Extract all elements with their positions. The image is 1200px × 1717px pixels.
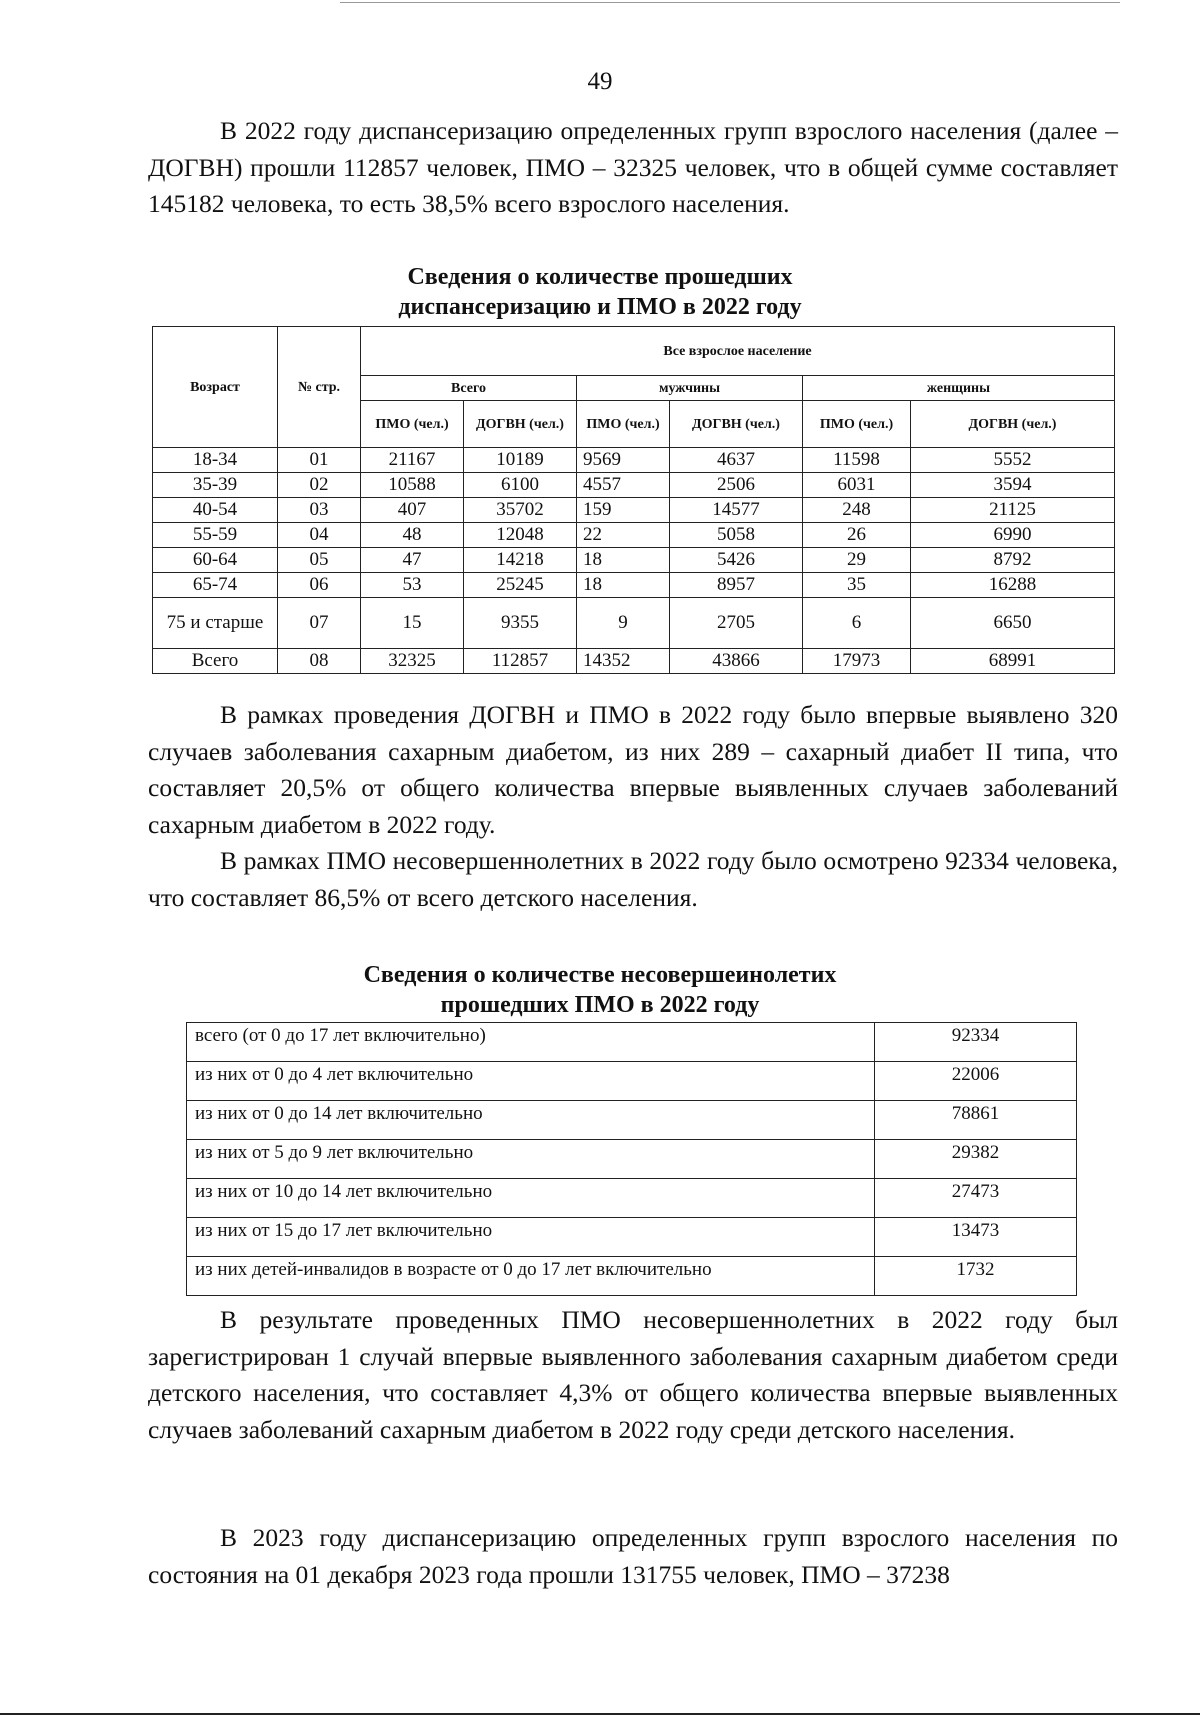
- table2-caption: [0, 960, 1200, 1020]
- cell-men-dogvn: 2506: [670, 473, 803, 498]
- cell-count: 29382: [875, 1140, 1077, 1179]
- cell-women-dogvn: 3594: [911, 473, 1115, 498]
- cell-women-pmo: 17973: [803, 649, 911, 674]
- header-dogvn: ДОГВН (чел.): [464, 401, 577, 448]
- minors-pmo-table: [186, 1022, 1077, 1296]
- header-total: Всего: [361, 376, 577, 401]
- cell-age: 40-54: [153, 498, 278, 523]
- cell-age-group: из них от 5 до 9 лет включительно: [187, 1140, 875, 1179]
- cell-women-dogvn: 21125: [911, 498, 1115, 523]
- cell-total-pmo: 21167: [361, 448, 464, 473]
- cell-men-pmo: 18: [577, 573, 670, 598]
- dispensary-stats-table: [152, 326, 1115, 674]
- table-row: [153, 573, 1115, 598]
- cell-men-pmo: 4557: [577, 473, 670, 498]
- header-row-number: № стр.: [278, 327, 361, 448]
- cell-total-dogvn: 25245: [464, 573, 577, 598]
- cell-count: 22006: [875, 1062, 1077, 1101]
- table-row: [153, 448, 1115, 473]
- cell-row-number: 06: [278, 573, 361, 598]
- table-row: [187, 1179, 1077, 1218]
- cell-women-pmo: 11598: [803, 448, 911, 473]
- cell-row-number: 01: [278, 448, 361, 473]
- cell-row-number: 02: [278, 473, 361, 498]
- cell-age: Всего: [153, 649, 278, 674]
- header-pmo: ПМО (чел.): [577, 401, 670, 448]
- cell-total-pmo: 407: [361, 498, 464, 523]
- header-all-adults: Все взрослое население: [361, 327, 1115, 376]
- cell-total-dogvn: 35702: [464, 498, 577, 523]
- header-pmo: ПМО (чел.): [361, 401, 464, 448]
- cell-women-dogvn: 6990: [911, 523, 1115, 548]
- cell-total-pmo: 47: [361, 548, 464, 573]
- table2-caption-line2: прошедших ПМО в 2022 году: [440, 992, 760, 1018]
- cell-age-group: из них детей-инвалидов в возрасте от 0 до 17 лет включительно: [187, 1257, 875, 1296]
- table1-caption-line2: диспансеризацию и ПМО в 2022 году: [398, 294, 802, 320]
- cell-men-pmo: 22: [577, 523, 670, 548]
- page-number: 49: [587, 68, 613, 95]
- cell-count: 92334: [875, 1023, 1077, 1062]
- cell-count: 78861: [875, 1101, 1077, 1140]
- cell-row-number: 03: [278, 498, 361, 523]
- cell-row-number: 08: [278, 649, 361, 674]
- top-divider-line: [340, 2, 1120, 3]
- table-row: [187, 1140, 1077, 1179]
- cell-age-group: из них от 15 до 17 лет включительно: [187, 1218, 875, 1257]
- cell-total-pmo: 10588: [361, 473, 464, 498]
- cell-age: 18-34: [153, 448, 278, 473]
- cell-row-number: 05: [278, 548, 361, 573]
- cell-count: 13473: [875, 1218, 1077, 1257]
- cell-total-dogvn: 14218: [464, 548, 577, 573]
- header-pmo: ПМО (чел.): [803, 401, 911, 448]
- table-row: [153, 598, 1115, 649]
- cell-men-dogvn: 4637: [670, 448, 803, 473]
- cell-men-dogvn: 2705: [670, 598, 803, 649]
- table-row: [153, 548, 1115, 573]
- table-row: [187, 1023, 1077, 1062]
- cell-total-pmo: 53: [361, 573, 464, 598]
- cell-men-dogvn: 5058: [670, 523, 803, 548]
- table2-caption-line1: Сведения о количестве несовершеинолетих: [363, 962, 837, 988]
- cell-women-dogvn: 6650: [911, 598, 1115, 649]
- cell-women-pmo: 26: [803, 523, 911, 548]
- cell-total-dogvn: 10189: [464, 448, 577, 473]
- cell-men-pmo: 159: [577, 498, 670, 523]
- table-row: [187, 1101, 1077, 1140]
- cell-count: 1732: [875, 1257, 1077, 1296]
- table-row: [187, 1218, 1077, 1257]
- paragraph-diabetes-adults: В рамках проведения ДОГВН и ПМО в 2022 году было впервые выявлено 320 случаев заболевания сахарным диабетом, из них 289 – сахарный диабет II типа, что составляет 20,5% от общего количества впервые выявленных случаев заболеваний сахарным диабетом в 2022 году.: [148, 700, 1118, 839]
- table1-caption-line1: Сведения о количестве прошедших: [407, 264, 793, 290]
- table-row: [153, 523, 1115, 548]
- cell-total-pmo: 48: [361, 523, 464, 548]
- table-row: [187, 1062, 1077, 1101]
- cell-men-pmo: 14352: [577, 649, 670, 674]
- paragraph-pmo-minors: В рамках ПМО несовершеннолетних в 2022 году было осмотрено 92334 человека, что составляет 86,5% от всего детского населения.: [148, 846, 1118, 912]
- cell-women-pmo: 29: [803, 548, 911, 573]
- header-dogvn: ДОГВН (чел.): [911, 401, 1115, 448]
- cell-age-group: из них от 0 до 4 лет включительно: [187, 1062, 875, 1101]
- paragraph-diabetes-children: В результате проведенных ПМО несовершеннолетних в 2022 году был зарегистрирован 1 случай впервые выявленного заболевания сахарным диабетом среди детского населения, что составляет 4,3% от общего количества впервые выявленных случаев заболеваний сахарным диабетом в 2022 году среди детского населения.: [148, 1305, 1118, 1444]
- table-row: [153, 473, 1115, 498]
- cell-women-dogvn: 68991: [911, 649, 1115, 674]
- cell-total-pmo: 32325: [361, 649, 464, 674]
- cell-age: 75 и старше: [153, 598, 278, 649]
- header-men: мужчины: [577, 376, 803, 401]
- table-row: [187, 1257, 1077, 1296]
- cell-women-dogvn: 8792: [911, 548, 1115, 573]
- paragraph-dogvn-2023: В 2023 году диспансеризацию определенных групп взрослого населения по состояния на 01 декабря 2023 года прошли 131755 человек, ПМО – 37238: [148, 1523, 1118, 1589]
- header-women: женщины: [803, 376, 1115, 401]
- cell-women-pmo: 6: [803, 598, 911, 649]
- cell-women-pmo: 6031: [803, 473, 911, 498]
- cell-total-dogvn: 6100: [464, 473, 577, 498]
- cell-men-pmo: 18: [577, 548, 670, 573]
- cell-age: 35-39: [153, 473, 278, 498]
- table-row-total: [153, 649, 1115, 674]
- cell-men-dogvn: 43866: [670, 649, 803, 674]
- cell-total-dogvn: 12048: [464, 523, 577, 548]
- cell-men-dogvn: 5426: [670, 548, 803, 573]
- cell-women-dogvn: 16288: [911, 573, 1115, 598]
- cell-age: 65-74: [153, 573, 278, 598]
- cell-age-group: из них от 0 до 14 лет включительно: [187, 1101, 875, 1140]
- cell-men-pmo: 9569: [577, 448, 670, 473]
- cell-total-pmo: 15: [361, 598, 464, 649]
- header-dogvn: ДОГВН (чел.): [670, 401, 803, 448]
- cell-age-group: из них от 10 до 14 лет включительно: [187, 1179, 875, 1218]
- header-age: Возраст: [153, 327, 278, 448]
- table1-caption: [0, 262, 1200, 322]
- cell-men-pmo: 9: [577, 598, 670, 649]
- cell-total-dogvn: 112857: [464, 649, 577, 674]
- cell-women-pmo: 248: [803, 498, 911, 523]
- cell-women-dogvn: 5552: [911, 448, 1115, 473]
- table-row: [153, 498, 1115, 523]
- cell-men-dogvn: 14577: [670, 498, 803, 523]
- cell-count: 27473: [875, 1179, 1077, 1218]
- paragraph-dogvn-2022: В 2022 году диспансеризацию определенных групп взрослого населения (далее – ДОГВН) прошли 112857 человек, ПМО – 32325 человек, что в общей сумме составляет 145182 человека, то есть 38,5% всего взрослого населения.: [148, 116, 1118, 218]
- cell-men-dogvn: 8957: [670, 573, 803, 598]
- cell-total-dogvn: 9355: [464, 598, 577, 649]
- cell-age: 60-64: [153, 548, 278, 573]
- cell-women-pmo: 35: [803, 573, 911, 598]
- cell-row-number: 07: [278, 598, 361, 649]
- bottom-divider-line: [0, 1713, 1200, 1715]
- cell-age-group: всего (от 0 до 17 лет включительно): [187, 1023, 875, 1062]
- cell-age: 55-59: [153, 523, 278, 548]
- cell-row-number: 04: [278, 523, 361, 548]
